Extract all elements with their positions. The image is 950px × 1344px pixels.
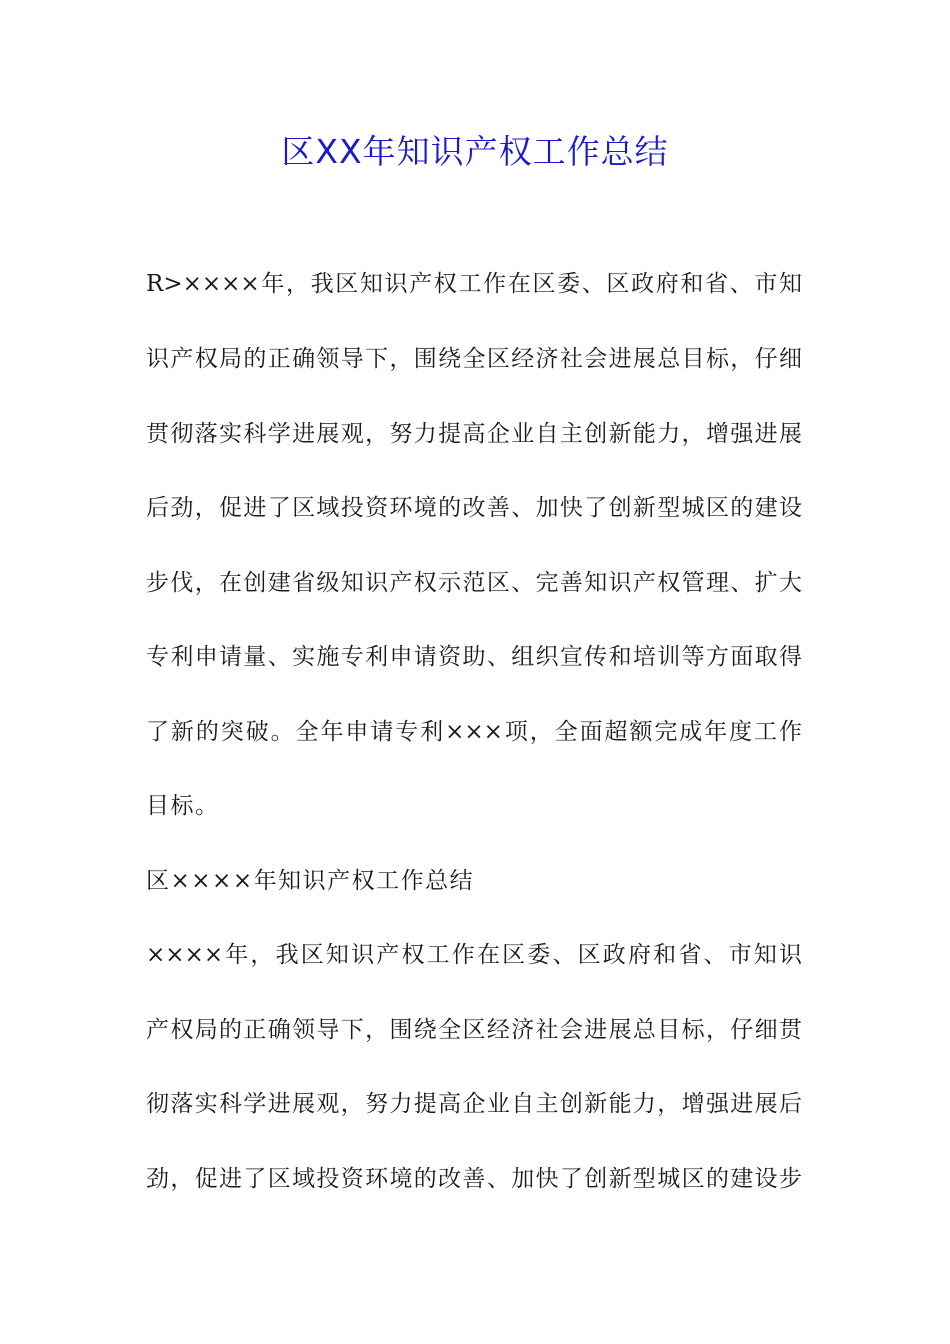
paragraph-line: 后劲，促进了区域投资环境的改善、加快了创新型城区的建设 [146, 495, 802, 521]
paragraph-line: 步伐，在创建省级知识产权示范区、完善知识产权管理、扩大 [146, 570, 802, 596]
paragraph-line: 专利申请量、实施专利申请资助、组织宣传和培训等方面取得 [146, 644, 802, 670]
document-title: 区XX年知识产权工作总结 [281, 132, 669, 171]
paragraph-line: 目标。 [146, 793, 220, 819]
paragraph-line: 识产权局的正确领导下，围绕全区经济社会进展总目标，仔细 [146, 346, 802, 372]
paragraph-line: 劲，促进了区域投资环境的改善、加快了创新型城区的建设步 [146, 1166, 802, 1192]
paragraph-line: ××××年，我区知识产权工作在区委、区政府和省、市知识 [146, 942, 802, 968]
paragraph-line: R>××××年，我区知识产权工作在区委、区政府和省、市知 [146, 271, 802, 297]
paragraph-line: 了新的突破。全年申请专利×××项，全面超额完成年度工作 [146, 719, 802, 745]
paragraph-line: 彻落实科学进展观，努力提高企业自主创新能力，增强进展后 [146, 1091, 802, 1117]
paragraph-line: 贯彻落实科学进展观，努力提高企业自主创新能力，增强进展 [146, 421, 802, 447]
section-heading: 区××××年知识产权工作总结 [146, 868, 475, 894]
paragraph-line: 产权局的正确领导下，围绕全区经济社会进展总目标，仔细贯 [146, 1017, 802, 1043]
